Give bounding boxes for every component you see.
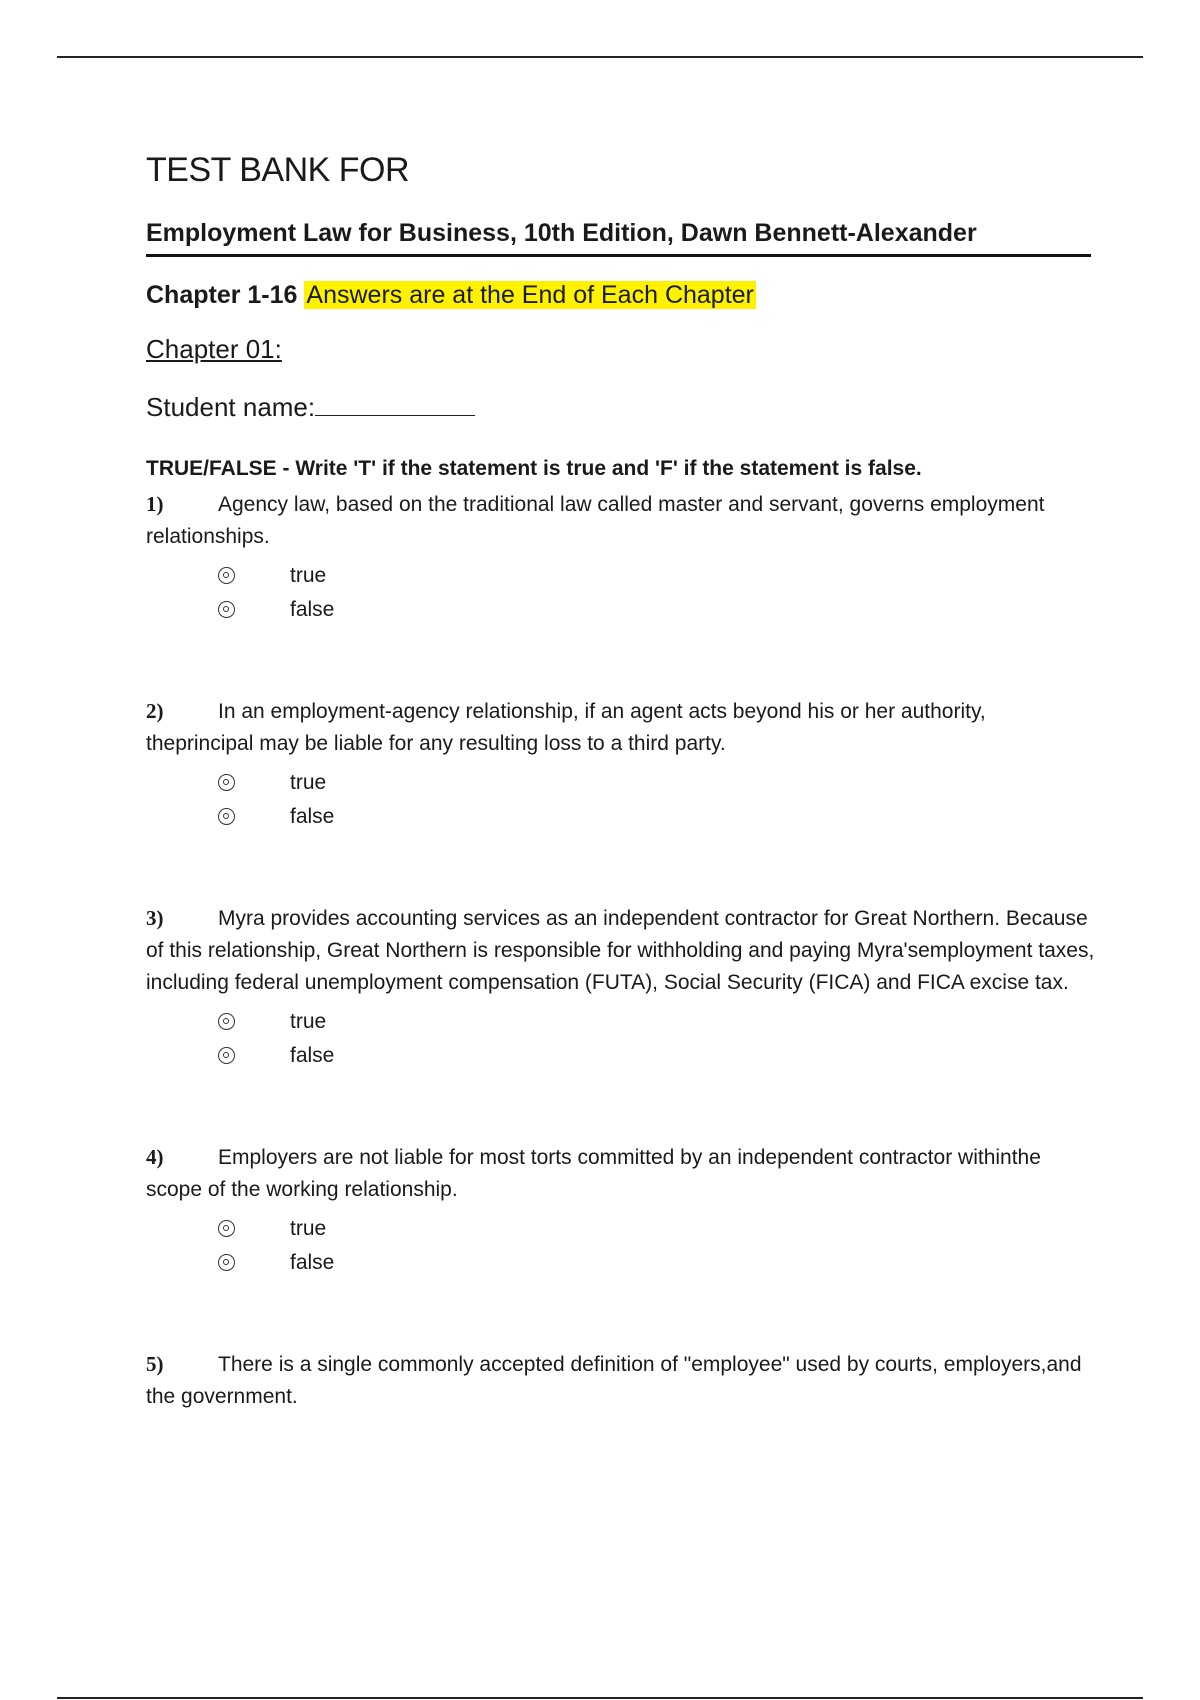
question-statement: Myra provides accounting services as an independent contractor for Great Northern. Because of this relationship, Great Northern is responsible for withholding and paying Myra'semployment taxes, including federal unemployment compensation (FUTA), Social Security (FICA) and FICA excise tax. — [146, 907, 1095, 995]
option-label: false — [290, 1044, 335, 1068]
question-5 — [146, 1348, 1096, 1413]
answer-options — [146, 1212, 1096, 1280]
question-text — [146, 488, 1096, 553]
option-false[interactable] — [146, 1246, 1096, 1280]
question-statement: Agency law, based on the traditional law called master and servant, governs employment relationships. — [146, 493, 1045, 549]
question-statement: In an employment-agency relationship, if an agent acts beyond his or her authority, theprincipal may be liable for any resulting loss to a third party. — [146, 700, 986, 756]
option-label: true — [290, 771, 327, 795]
instructions-text: - Write 'T' if the statement is true and 'F' if the statement is false. — [276, 456, 922, 480]
chapter-heading: Chapter 01: — [146, 334, 282, 365]
question-text — [146, 1348, 1096, 1413]
option-false[interactable] — [146, 1039, 1096, 1073]
question-text — [146, 1141, 1096, 1206]
instructions-lead: TRUE/FALSE — [146, 456, 277, 480]
radio-icon[interactable] — [218, 1254, 235, 1271]
question-4 — [146, 1141, 1096, 1280]
question-text — [146, 695, 1096, 760]
student-name-label: Student name: — [146, 392, 316, 423]
page-title: TEST BANK FOR — [146, 151, 410, 189]
answer-options — [146, 559, 1096, 627]
option-true[interactable] — [146, 559, 1096, 593]
question-number: 4) — [146, 1145, 164, 1170]
question-number: 2) — [146, 699, 164, 724]
test-bank-page — [146, 150, 1096, 1413]
question-1 — [146, 488, 1096, 627]
student-name-line — [146, 391, 1096, 425]
question-number: 5) — [146, 1352, 164, 1377]
option-label: false — [290, 805, 335, 829]
question-number: 3) — [146, 906, 164, 931]
radio-icon[interactable] — [218, 1220, 235, 1237]
question-3 — [146, 902, 1096, 1073]
option-label: true — [290, 564, 327, 588]
book-subtitle: Employment Law for Business, 10th Edition, Dawn Bennett-Alexander — [146, 218, 1091, 257]
question-2 — [146, 695, 1096, 834]
option-label: true — [290, 1010, 327, 1034]
bottom-rule — [57, 1697, 1143, 1699]
top-rule — [57, 56, 1143, 58]
question-text — [146, 902, 1096, 999]
instructions — [146, 455, 1096, 482]
option-false[interactable] — [146, 800, 1096, 834]
answer-options — [146, 1005, 1096, 1073]
option-true[interactable] — [146, 766, 1096, 800]
option-false[interactable] — [146, 593, 1096, 627]
option-label: false — [290, 598, 335, 622]
option-label: false — [290, 1251, 335, 1275]
student-name-blank[interactable] — [315, 393, 475, 416]
radio-icon[interactable] — [218, 567, 235, 584]
chapter-range: Chapter 1-16 — [146, 280, 298, 309]
answer-options — [146, 766, 1096, 834]
answers-note-highlight: Answers are at the End of Each Chapter — [306, 280, 754, 309]
chapter-range-line — [146, 279, 1096, 312]
option-true[interactable] — [146, 1005, 1096, 1039]
radio-icon[interactable] — [218, 1013, 235, 1030]
question-statement: Employers are not liable for most torts committed by an independent contractor withinthe scope of the working relationship. — [146, 1146, 1041, 1202]
option-label: true — [290, 1217, 327, 1241]
radio-icon[interactable] — [218, 774, 235, 791]
radio-icon[interactable] — [218, 601, 235, 618]
radio-icon[interactable] — [218, 808, 235, 825]
question-statement: There is a single commonly accepted definition of "employee" used by courts, employers,and the government. — [146, 1353, 1082, 1409]
radio-icon[interactable] — [218, 1047, 235, 1064]
option-true[interactable] — [146, 1212, 1096, 1246]
question-number: 1) — [146, 492, 164, 517]
